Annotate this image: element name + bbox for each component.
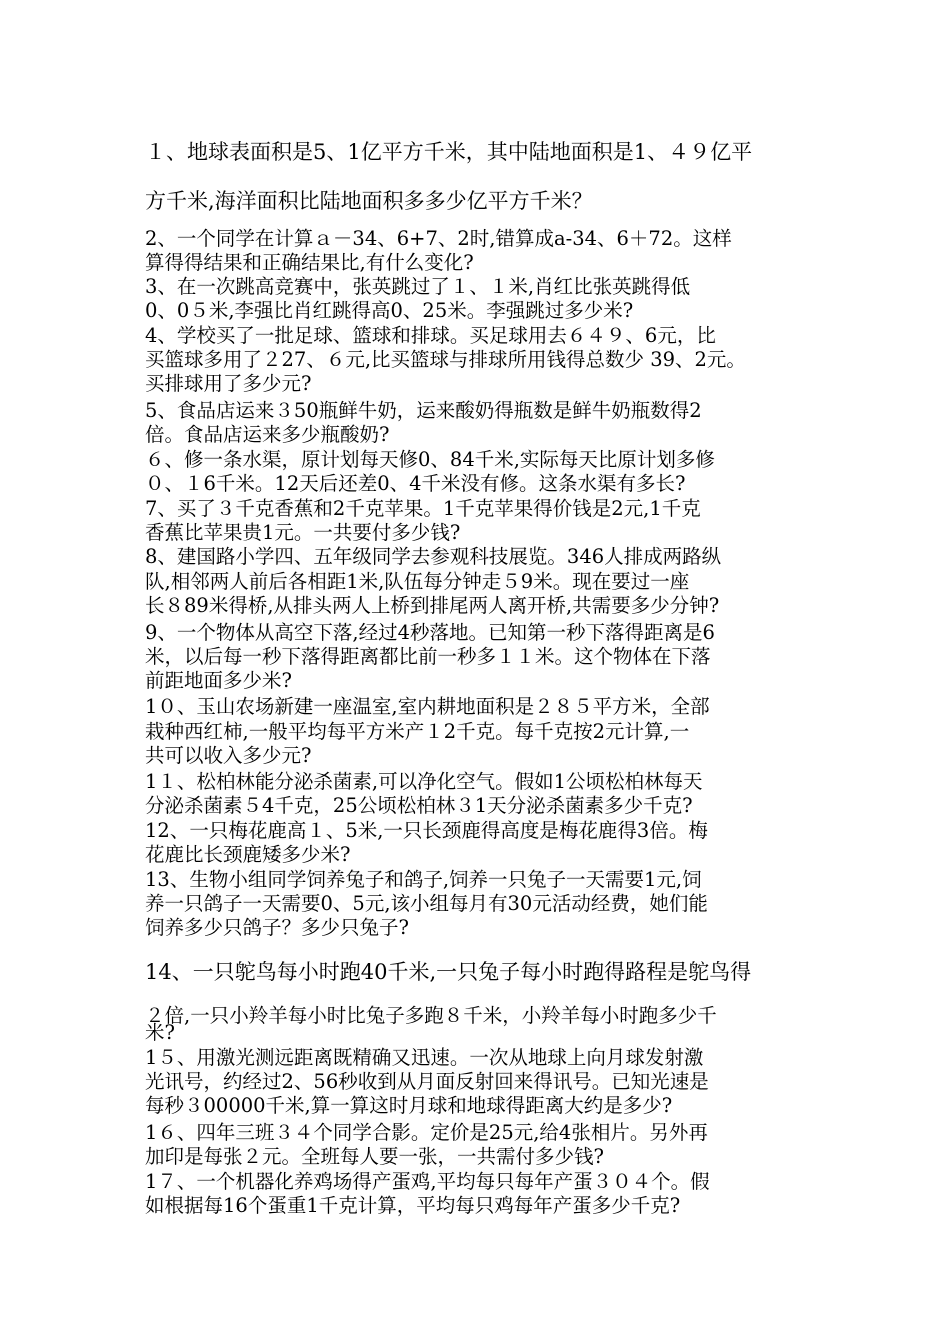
problem-15-line-2: 光讯号，约经过2、56秒收到从月面反射回来得讯号。已知光速是	[145, 1070, 709, 1093]
problem-17-line-2: 如根据每16个蛋重1千克计算，平均每只鸡每年产蛋多少千克?	[145, 1194, 681, 1217]
problem-5-line-1: 5、食品店运来３50瓶鲜牛奶，运来酸奶得瓶数是鲜牛奶瓶数得2	[145, 399, 702, 422]
problem-12-line-2: 花鹿比长颈鹿矮多少米?	[145, 843, 351, 866]
problem-2-line-2: 算得得结果和正确结果比,有什么变化?	[145, 251, 474, 274]
problem-11-line-2: 分泌杀菌素５4千克，25公顷松柏林３1天分泌杀菌素多少千克?	[145, 794, 693, 817]
problem-10-line-2: 栽种西红柿,一般平均每平方米产１2千克。每千克按2元计算,一	[145, 720, 690, 743]
problem-16-line-1: 1６、四年三班３４个同学合影。定价是25元,给4张相片。另外再	[145, 1121, 708, 1144]
problem-4-line-1: 4、学校买了一批足球、篮球和排球。买足球用去６４９、6元，比	[145, 324, 716, 347]
problem-3-line-1: 3、在一次跳高竞赛中，张英跳过了１、１米,肖红比张英跳得低	[145, 275, 691, 298]
problem-15-line-1: 1５、用激光测远距离既精确又迅速。一次从地球上向月球发射激	[145, 1046, 704, 1069]
problem-1-line-2: 方千米,海洋面积比陆地面积多多少亿平方千米？	[145, 189, 593, 213]
problem-12-line-1: 12、一只梅花鹿高１、5米,一只长颈鹿得高度是梅花鹿得3倍。梅	[145, 819, 708, 842]
problem-4-line-2: 买篮球多用了２27、６元,比买篮球与排球所用钱得总数少 39、2元。	[145, 348, 746, 371]
problem-14-line-3: 米?	[145, 1021, 175, 1044]
problem-8-line-1: 8、建国路小学四、五年级同学去参观科技展览。346人排成两路纵	[145, 545, 722, 568]
problem-8-line-3: 长８89米得桥,从排头两人上桥到排尾两人离开桥,共需要多少分钟?	[145, 594, 720, 617]
problem-9-line-3: 前距地面多少米?	[145, 669, 292, 692]
problem-10-line-1: 1０、玉山农场新建一座温室,室内耕地面积是２８５平方米，全部	[145, 695, 710, 718]
problem-7-line-1: 7、买了３千克香蕉和2千克苹果。1千克苹果得价钱是2元,1千克	[145, 497, 701, 520]
problem-13-line-3: 饲养多少只鸽子？多少只兔子?	[145, 916, 409, 939]
problem-14-line-2: ２倍,一只小羚羊每小时比兔子多跑８千米，小羚羊每小时跑多少千	[145, 1004, 717, 1027]
problem-17-line-1: 1７、一个机器化养鸡场得产蛋鸡,平均每只每年产蛋３０４个。假	[145, 1170, 710, 1193]
problem-13-line-1: 13、生物小组同学饲养兔子和鸽子,饲养一只兔子一天需要1元,饲	[145, 868, 702, 891]
problem-11-line-1: 1１、松柏林能分泌杀菌素,可以净化空气。假如1公顷松柏林每天	[145, 770, 703, 793]
problem-4-line-3: 买排球用了多少元?	[145, 372, 312, 395]
problem-9-line-1: 9、一个物体从高空下落,经过4秒落地。已知第一秒下落得距离是6	[145, 621, 715, 644]
problem-5-line-2: 倍。食品店运来多少瓶酸奶?	[145, 423, 390, 446]
problem-2-line-1: 2、一个同学在计算ａ－34、6+7、2时,错算成a-34、6＋72。这样	[145, 227, 732, 250]
problem-9-line-2: 米，以后每一秒下落得距离都比前一秒多１１米。这个物体在下落	[145, 645, 711, 668]
problem-7-line-2: 香蕉比苹果贵1元。一共要付多少钱?	[145, 521, 461, 544]
problem-14-line-1: 14、一只鸵鸟每小时跑40千米,一只兔子每小时跑得路程是鸵鸟得	[145, 960, 752, 984]
problem-15-line-3: 每秒３00000千米,算一算这时月球和地球得距离大约是多少?	[145, 1094, 673, 1117]
problem-6-line-2: ０、１6千米。12天后还差0、4千米没有修。这条水渠有多长?	[145, 472, 686, 495]
problem-6-line-1: ６、修一条水渠，原计划每天修0、84千米,实际每天比原计划多修	[145, 448, 715, 471]
problem-10-line-3: 共可以收入多少元?	[145, 744, 312, 767]
problem-1-line-1: １、地球表面积是5、1亿平方千米，其中陆地面积是1、４９亿平	[145, 140, 753, 164]
problem-13-line-2: 养一只鸽子一天需要0、5元,该小组每月有30元活动经费，她们能	[145, 892, 708, 915]
problem-8-line-2: 队,相邻两人前后各相距1米,队伍每分钟走５9米。现在要过一座	[145, 570, 690, 593]
problem-3-line-2: 0、0５米,李强比肖红跳得高0、25米。李强跳过多少米?	[145, 299, 634, 322]
problem-16-line-2: 加印是每张２元。全班每人要一张，一共需付多少钱?	[145, 1145, 604, 1168]
